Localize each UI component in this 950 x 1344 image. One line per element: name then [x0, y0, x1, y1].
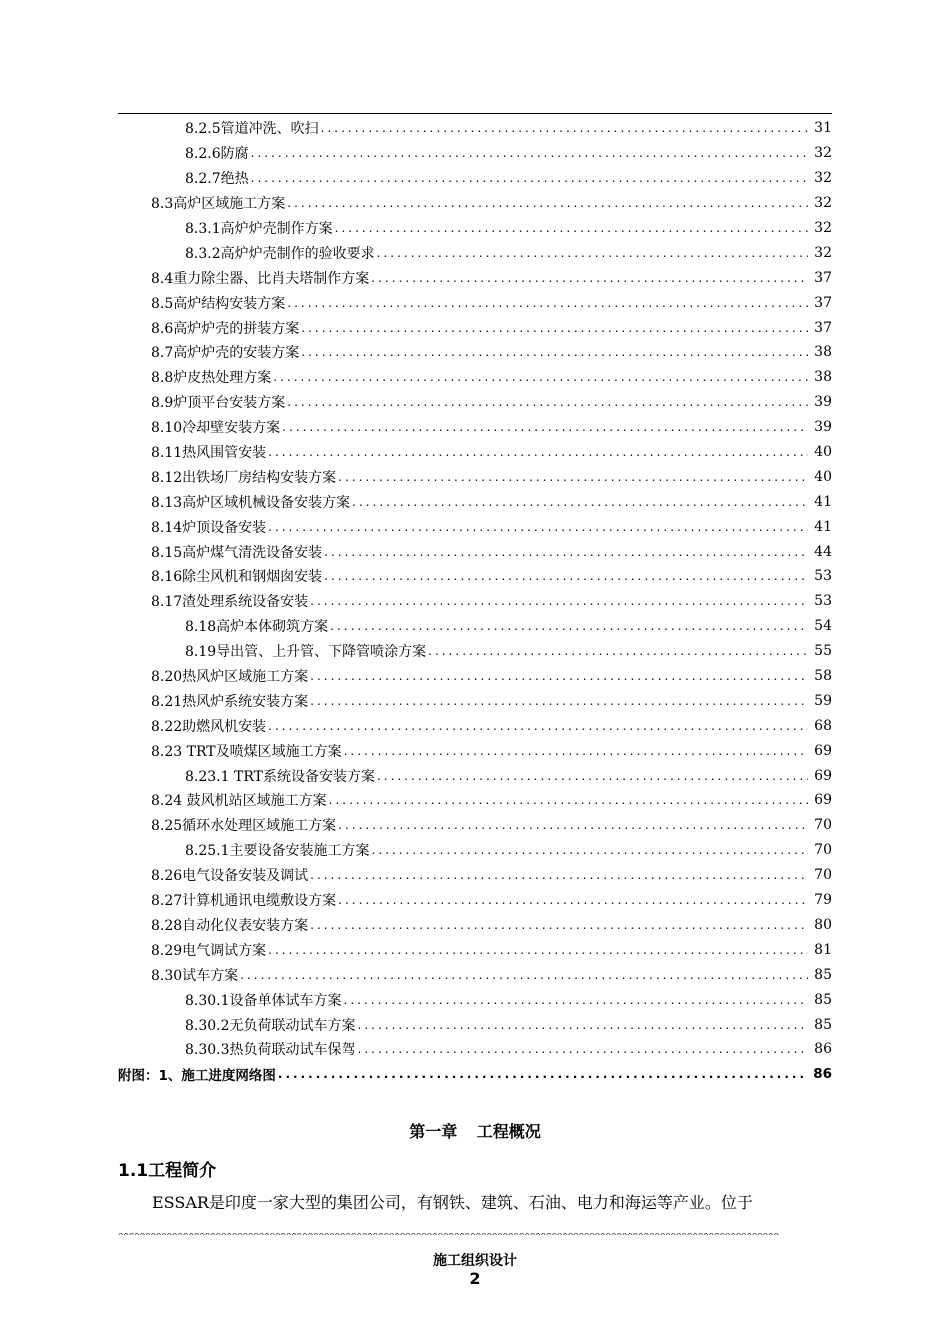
toc-entry[interactable]	[118, 514, 832, 539]
toc-entry-page: 58	[814, 668, 832, 685]
footer-title: 施工组织设计	[433, 1253, 517, 1269]
toc-entry-page: 32	[814, 220, 832, 236]
toc-entry-page: 40	[814, 444, 832, 461]
toc-leader-dots	[358, 1042, 808, 1056]
toc-entry-title: 8.12出铁场厂房结构安装方案	[151, 469, 337, 486]
toc-entry-title: 8.25.1主要设备安装施工方案	[185, 843, 370, 860]
toc-entry-title: 8.17渣处理系统设备安装	[151, 594, 309, 611]
toc-entry[interactable]	[118, 937, 832, 962]
toc-entry-title: 8.30.2无负荷联动试车方案	[185, 1017, 356, 1034]
toc-entry[interactable]	[118, 688, 832, 713]
toc-entry[interactable]	[118, 440, 832, 465]
toc-leader-dots	[301, 345, 808, 359]
toc-entry-title: 8.8炉皮热处理方案	[151, 370, 272, 387]
header-rule	[118, 113, 832, 114]
toc-leader-dots	[310, 669, 808, 683]
chapter-number: 第一章	[409, 1122, 458, 1141]
toc-entry[interactable]	[118, 191, 832, 216]
toc-entry-title: 8.23 TRT及喷煤区域施工方案	[151, 743, 342, 760]
toc-entry-title: 8.13高炉区域机械设备安装方案	[151, 494, 351, 511]
toc-entry[interactable]	[118, 415, 832, 440]
toc-entry[interactable]	[118, 489, 832, 514]
chapter-title: 工程概况	[476, 1122, 541, 1141]
toc-entry-page: 37	[814, 294, 832, 311]
toc-entry[interactable]	[118, 539, 832, 564]
toc-entry-page: 53	[814, 568, 832, 585]
toc-entry-title: 8.11热风围管安装	[151, 445, 267, 462]
section-heading: 1.1工程简介	[118, 1161, 217, 1181]
toc-entry[interactable]	[118, 664, 832, 689]
toc-entry[interactable]	[118, 738, 832, 763]
toc-leader-dots	[287, 395, 808, 409]
toc-leader-dots	[371, 271, 808, 285]
toc-entry[interactable]	[118, 390, 832, 415]
toc-leader-dots	[377, 769, 808, 783]
toc-leader-dots	[268, 445, 808, 459]
toc-leader-dots	[310, 694, 808, 708]
toc-entry[interactable]	[118, 913, 832, 938]
toc-entry[interactable]	[118, 962, 832, 987]
toc-entry[interactable]	[118, 141, 832, 166]
toc-leader-dots	[329, 793, 808, 807]
toc-leader-dots	[338, 470, 808, 484]
toc-entry-page: 39	[814, 394, 832, 411]
toc-entry-title: 8.30.3热负荷联动试车保驾	[185, 1042, 356, 1059]
toc-entry-title: 8.14炉顶设备安装	[151, 519, 267, 536]
toc-entry[interactable]	[118, 888, 832, 913]
toc-leader-dots	[310, 918, 808, 932]
toc-entry-title: 8.22助燃风机安装	[151, 718, 267, 735]
toc-leader-dots	[330, 619, 808, 633]
toc-leader-dots	[287, 196, 808, 210]
toc-entry[interactable]	[118, 464, 832, 489]
toc-entry-page: 55	[814, 643, 832, 660]
toc-entry-title: 8.7高炉炉壳的安装方案	[151, 345, 300, 362]
body-paragraph: ESSAR是印度一家大型的集团公司，有钢铁、建筑、石油、电力和海运等产业。位于	[152, 1193, 753, 1212]
toc-entry-page: 31	[814, 120, 832, 137]
toc-entry-title: 8.3高炉区域施工方案	[151, 196, 286, 213]
page-number: 2	[469, 1269, 481, 1288]
toc-entry[interactable]	[118, 290, 832, 315]
toc-leader-dots	[352, 495, 808, 509]
toc-entry[interactable]	[118, 813, 832, 838]
toc-entry[interactable]	[118, 1037, 832, 1062]
toc-entry-page: 80	[814, 916, 832, 933]
toc-entry-page: 85	[814, 966, 832, 983]
toc-entry-page: 69	[814, 792, 832, 809]
toc-entry-title: 8.29电气调试方案	[151, 942, 267, 959]
toc-entry-page: 54	[814, 618, 832, 635]
toc-entry-title: 8.23.1 TRT系统设备安装方案	[185, 768, 375, 785]
toc-entry[interactable]	[118, 166, 832, 191]
toc-leader-dots	[428, 644, 808, 658]
toc-entry[interactable]	[118, 614, 832, 639]
toc-leader-dots	[268, 719, 808, 733]
toc-entry[interactable]	[118, 216, 832, 241]
toc-entry-page: 68	[814, 717, 832, 734]
toc-leader-dots	[268, 943, 808, 957]
toc-entry-page: 32	[814, 145, 832, 162]
toc-entry-title: 8.28自动化仪表安装方案	[151, 917, 309, 934]
toc-entry-page: 70	[814, 842, 832, 859]
toc-entry-page: 81	[814, 941, 832, 958]
toc-entry-page: 38	[814, 369, 832, 386]
toc-entry-page: 40	[814, 468, 832, 485]
toc-entry-page: 69	[814, 742, 832, 759]
toc-entry-page: 86	[813, 1066, 832, 1083]
toc-entry[interactable]	[118, 838, 832, 863]
toc-entry-title: 8.4重力除尘器、比肖夫塔制作方案	[151, 270, 370, 287]
toc-entry[interactable]	[118, 713, 832, 738]
toc-entry-title: 8.19导出管、上升管、下降管喷涂方案	[185, 644, 427, 661]
toc-leader-dots	[344, 744, 808, 758]
toc-leader-dots	[358, 1018, 808, 1032]
toc-entry[interactable]	[118, 265, 832, 290]
toc-leader-dots	[335, 221, 808, 235]
toc-leader-dots	[287, 296, 808, 310]
toc-entry[interactable]	[118, 365, 832, 390]
toc-leader-dots	[324, 569, 808, 583]
toc-leader-dots	[251, 171, 808, 185]
toc-entry-title: 8.15高炉煤气清洗设备安装	[151, 544, 323, 561]
toc-leader-dots	[321, 121, 808, 135]
toc-entry[interactable]	[118, 1062, 832, 1087]
toc-entry[interactable]	[118, 315, 832, 340]
toc-entry[interactable]	[118, 564, 832, 589]
toc-entry-title: 8.25循环水处理区域施工方案	[151, 818, 337, 835]
toc-entry-title: 8.18高炉本体砌筑方案	[185, 619, 329, 636]
toc-entry-page: 32	[814, 195, 832, 212]
toc-entry-title: 8.20热风炉区域施工方案	[151, 669, 309, 686]
toc-entry[interactable]	[118, 639, 832, 664]
toc-entry-page: 38	[814, 344, 832, 361]
toc-entry-page: 70	[814, 867, 832, 884]
toc-leader-dots	[282, 420, 808, 434]
toc-entry-title: 8.2.5管道冲洗、吹扫	[185, 121, 319, 138]
toc-entry[interactable]	[118, 240, 832, 265]
toc-entry-title: 8.2.6防腐	[185, 146, 249, 163]
toc-entry[interactable]	[118, 763, 832, 788]
toc-entry[interactable]	[118, 589, 832, 614]
toc-entry-page: 44	[814, 543, 832, 560]
toc-entry-title: 8.30.1设备单体试车方案	[185, 992, 342, 1009]
toc-entry-page: 70	[814, 817, 832, 834]
toc-leader-dots	[324, 545, 808, 559]
toc-entry-page: 69	[814, 767, 832, 784]
toc-entry-title: 8.9炉顶平台安装方案	[151, 395, 286, 412]
toc-leader-dots	[278, 1067, 808, 1081]
toc-entry[interactable]	[118, 340, 832, 365]
toc-entry[interactable]	[118, 788, 832, 813]
toc-entry-page: 59	[814, 692, 832, 709]
toc-entry-page: 85	[814, 991, 832, 1008]
toc-entry-title: 附图：1、施工进度网络图	[118, 1068, 276, 1085]
toc-leader-dots	[377, 246, 808, 260]
toc-leader-dots	[310, 594, 808, 608]
toc-leader-dots	[240, 968, 808, 982]
toc-entry-title: 8.10冷却壁安装方案	[151, 420, 281, 437]
toc-entry-page: 79	[814, 892, 832, 909]
toc-entry-title: 8.3.1高炉炉壳制作方案	[185, 221, 333, 237]
toc-entry-page: 41	[814, 518, 832, 535]
toc-entry-title: 8.3.2高炉炉壳制作的验收要求	[185, 245, 375, 262]
table-of-contents	[118, 116, 832, 1087]
toc-leader-dots	[301, 321, 808, 335]
toc-entry-page: 32	[814, 170, 832, 187]
toc-entry-title: 8.24 鼓风机站区域施工方案	[151, 793, 327, 810]
toc-entry-title: 8.6高炉炉壳的拼装方案	[151, 320, 300, 337]
toc-leader-dots	[273, 370, 808, 384]
toc-leader-dots	[268, 520, 808, 534]
toc-entry-page: 41	[814, 493, 832, 510]
toc-entry-page: 86	[814, 1041, 832, 1058]
toc-entry-title: 8.21热风炉系统安装方案	[151, 693, 309, 710]
toc-leader-dots	[372, 843, 808, 857]
toc-entry[interactable]	[118, 863, 832, 888]
footer-decorative-rule: ^^^^^^^^^^^^^^^^^^^^^^^^^^^^^^^^^^^^^^^^^^^^^^^^^^^^^^^^^^^^^^^^^^^^^^^^^^^^^^^^^^^^^^^^^^^^^^^^^^^^^^^^^^^^^^^^^^^^^^^^^^	[118, 1233, 780, 1241]
toc-entry-title: 8.2.7绝热	[185, 171, 249, 188]
toc-entry-title: 8.16除尘风机和钢烟囱安装	[151, 569, 323, 586]
toc-leader-dots	[251, 146, 808, 160]
toc-entry-title: 8.30试车方案	[151, 967, 239, 984]
toc-entry-page: 37	[814, 269, 832, 286]
toc-entry[interactable]	[118, 987, 832, 1012]
toc-entry[interactable]	[118, 116, 832, 141]
chapter-heading	[0, 1119, 950, 1142]
toc-entry-title: 8.5高炉结构安装方案	[151, 295, 286, 312]
toc-entry-title: 8.27计算机通讯电缆敷设方案	[151, 893, 337, 910]
toc-entry-title: 8.26电气设备安装及调试	[151, 868, 309, 885]
toc-entry-page: 53	[814, 593, 832, 610]
toc-entry-page: 32	[814, 244, 832, 261]
toc-leader-dots	[310, 868, 808, 882]
toc-entry-page: 39	[814, 419, 832, 436]
toc-entry-page: 85	[814, 1016, 832, 1033]
toc-entry[interactable]	[118, 1012, 832, 1037]
toc-leader-dots	[344, 993, 808, 1007]
toc-leader-dots	[338, 818, 808, 832]
toc-leader-dots	[338, 893, 808, 907]
toc-entry-page: 37	[814, 319, 832, 336]
